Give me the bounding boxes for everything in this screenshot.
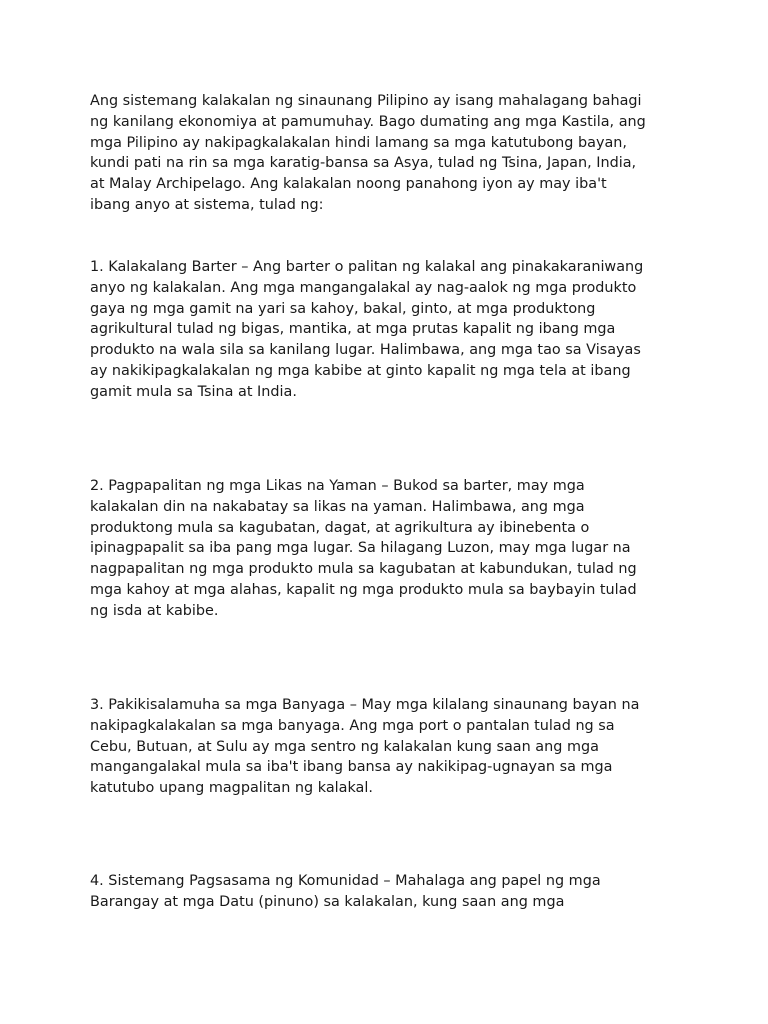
community-system-paragraph: 4. Sistemang Pagsasama ng Komunidad – Mahalaga ang papel ng mga Barangay at mga Datu (pinuno) sa kalakalan, kung saan ang mga xyxy=(90,873,601,910)
intro-paragraph: Ang sistemang kalakalan ng sinaunang Pilipino ay isang mahalagang bahagi ng kanilang ekonomiya at pamumuhay. Bago dumating ang mga Kastila, ang mga Pilipino ay nakipagkalakalan hindi lamang sa mga katutubong bayan, kundi pati na rin sa mga karatig-bansa sa Asya, tulad ng Tsina, Japan, India, at Malay Archipelago. Ang kalakalan noong panahong iyon ay may iba't ibang anyo at sistema, tulad ng: xyxy=(90,93,646,213)
barter-paragraph: 1. Kalakalang Barter – Ang barter o palitan ng kalakal ang pinakakaraniwang anyo ng kalakalan. Ang mga mangangalakal ay nag-aalok ng mga produkto gaya ng mga gamit na yari sa kahoy, bakal, ginto, at mga produktong agrikultural tulad ng bigas, mantika, at mga prutas kapalit ng ibang mga produkto na wala sila sa kanilang lugar. Halimbawa, ang mga tao sa Visayas ay nakikipagkalakalan ng mga kabibe at ginto kapalit ng mga tela at ibang gamit mula sa Tsina at India. xyxy=(90,259,644,400)
natural-resources-paragraph: 2. Pagpapalitan ng mga Likas na Yaman – Bukod sa barter, may mga kalakalan din na nakabatay sa likas na yaman. Halimbawa, ang mga produktong mula sa kagubatan, dagat, at agrikultura ay ibinebenta o ipinagpapalit sa iba pang mga lugar. Sa hilagang Luzon, may mga lugar na nagpapalitan ng mga produkto mula sa kagubatan at kabundukan, tulad ng mga kahoy at mga alahas, kapalit ng mga produkto mula sa baybayin tulad ng isda at kabibe. xyxy=(90,478,637,619)
foreign-interaction-paragraph: 3. Pakikisalamuha sa mga Banyaga – May mga kilalang sinaunang bayan na nakipagkalakalan sa mga banyaga. Ang mga port o pantalan tulad ng sa Cebu, Butuan, at Sulu ay mga sentro ng kalakalan kung saan ang mga mangangalakal mula sa iba't ibang bansa ay nakikipag-ugnayan sa mga katutubo upang magpalitan ng kalakal. xyxy=(90,697,640,797)
